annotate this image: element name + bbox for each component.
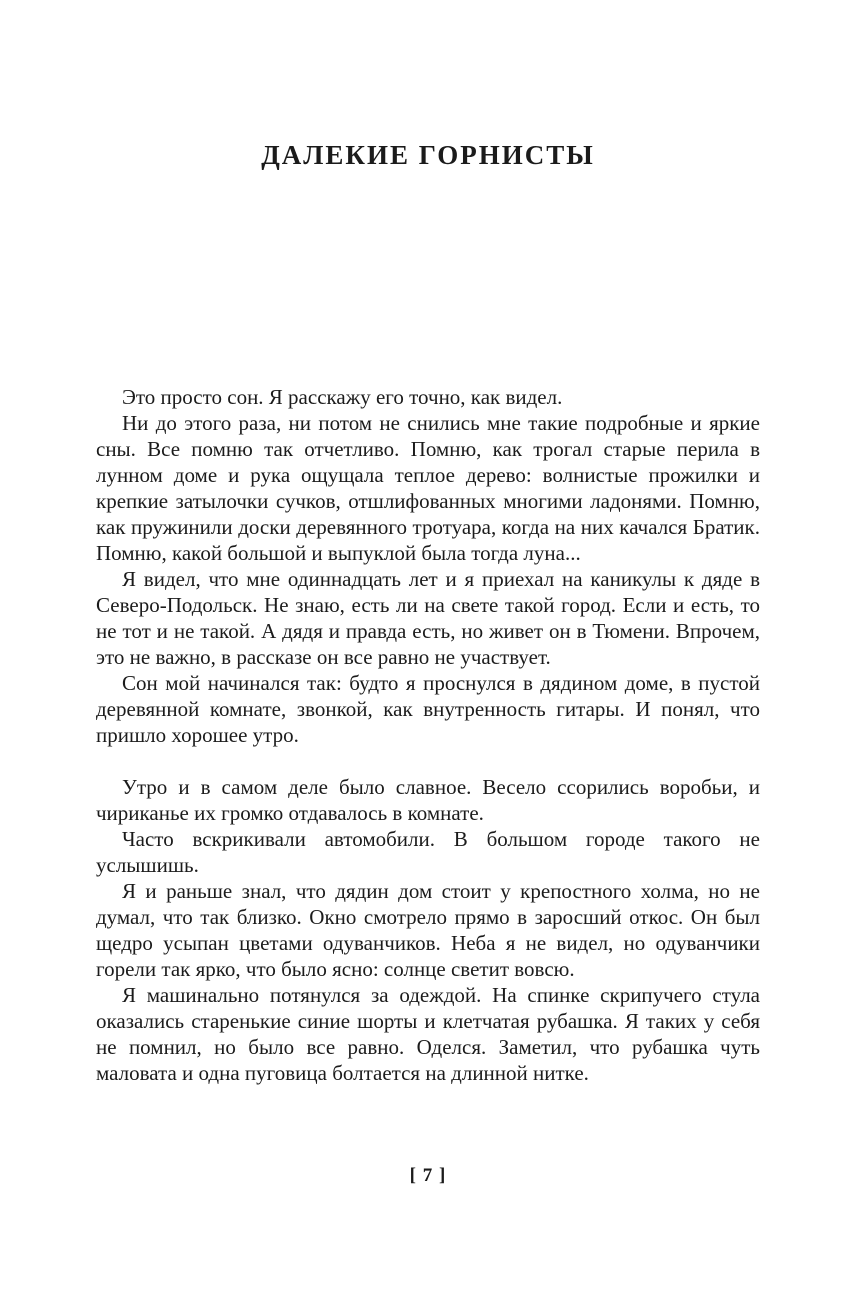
chapter-title: ДАЛЕКИЕ ГОРНИСТЫ — [261, 140, 595, 170]
body-text — [96, 384, 760, 1086]
page-number: [ 7 ] — [409, 1165, 447, 1186]
paragraph: Это просто сон. Я расскажу его точно, как видел. — [122, 385, 563, 409]
paragraph: Часто вскрикивали автомобили. В большом городе такого не услышишь. — [96, 827, 760, 877]
paragraph: Сон мой начинался так: будто я проснулся в дядином доме, в пустой деревянной комнате, звонкой, как внутренность гитары. И понял, что пришло хорошее утро. — [96, 671, 760, 747]
paragraph: Ни до этого раза, ни потом не снились мне такие подробные и яркие сны. Все помню так отчетливо. Помню, как трогал старые перила в лунном доме и рука ощущала теплое дерево: волнистые прожилки и крепкие затылочки сучков, отшлифованных многими ладонями. Помню, как пружинили доски деревянного тротуара, когда на них качался Братик. Помню, какой большой и выпуклой была тогда луна... — [96, 411, 760, 565]
paragraph: Я видел, что мне одиннадцать лет и я приехал на каникулы к дяде в Северо-Подольск. Не знаю, есть ли на свете такой город. Если и есть, то не тот и не такой. А дядя и правда есть, но живет он в Тюмени. Впрочем, это не важно, в рассказе он все равно не участвует. — [96, 567, 760, 669]
paragraph: Утро и в самом деле было славное. Весело ссорились воробьи, и чириканье их громко отдавалось в комнате. — [96, 775, 760, 825]
paragraph: Я машинально потянулся за одеждой. На спинке скрипучего стула оказались старенькие синие шорты и клетчатая рубашка. Я таких у себя не помнил, но было все равно. Оделся. Заметил, что рубашка чуть маловата и одна пуговица болтается на длинной нитке. — [96, 983, 760, 1085]
paragraph: Я и раньше знал, что дядин дом стоит у крепостного холма, но не думал, что так близко. Окно смотрело прямо в заросший откос. Он был щедро усыпан цветами одуванчиков. Неба я не видел, но одуванчики горели так ярко, что было ясно: солнце светит вовсю. — [96, 879, 760, 981]
